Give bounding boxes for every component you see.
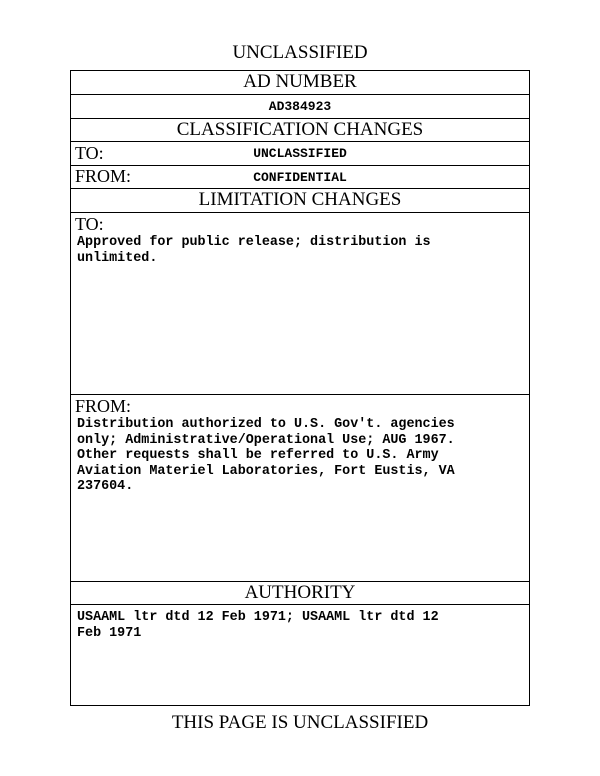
classification-form: [70, 70, 530, 706]
classification-from-row: [71, 166, 529, 189]
authority-heading-text: AUTHORITY: [244, 582, 356, 603]
limitation-changes-heading-text: LIMITATION CHANGES: [198, 189, 402, 210]
limitation-from-label: FROM:: [75, 396, 132, 416]
ad-number-value-row: [71, 95, 529, 119]
limitation-to-text: Approved for public release; distribution is unlimited.: [77, 235, 431, 266]
limitation-to-label: TO:: [75, 214, 104, 234]
classification-to-value: UNCLASSIFIED: [253, 146, 347, 161]
limitation-from-text: Distribution authorized to U.S. Gov't. agencies only; Administrative/Operational Use; AUG 1967. Other requests shall be referred to U.S. Army Aviation Materiel Laboratories, Fort Eustis, VA 237604.: [77, 417, 455, 494]
classification-from-label: FROM:: [75, 166, 132, 186]
classification-changes-heading-text: CLASSIFICATION CHANGES: [176, 119, 424, 140]
classification-to-row: [71, 142, 529, 166]
authority-heading: [71, 582, 529, 605]
ad-number-heading: [71, 71, 529, 95]
ad-number-value: AD384923: [268, 99, 332, 114]
limitation-to-block: [71, 213, 529, 395]
limitation-from-block: [71, 395, 529, 582]
top-classification-banner: UNCLASSIFIED: [232, 42, 368, 63]
authority-block: [71, 605, 529, 705]
authority-text: USAAML ltr dtd 12 Feb 1971; USAAML ltr dtd 12 Feb 1971: [77, 610, 439, 641]
classification-from-value: CONFIDENTIAL: [253, 170, 347, 185]
bottom-classification-banner: THIS PAGE IS UNCLASSIFIED: [171, 712, 429, 733]
limitation-changes-heading: [71, 189, 529, 213]
classification-to-label: TO:: [75, 143, 104, 163]
classification-changes-heading: [71, 119, 529, 142]
ad-number-heading-text: AD NUMBER: [243, 71, 357, 92]
